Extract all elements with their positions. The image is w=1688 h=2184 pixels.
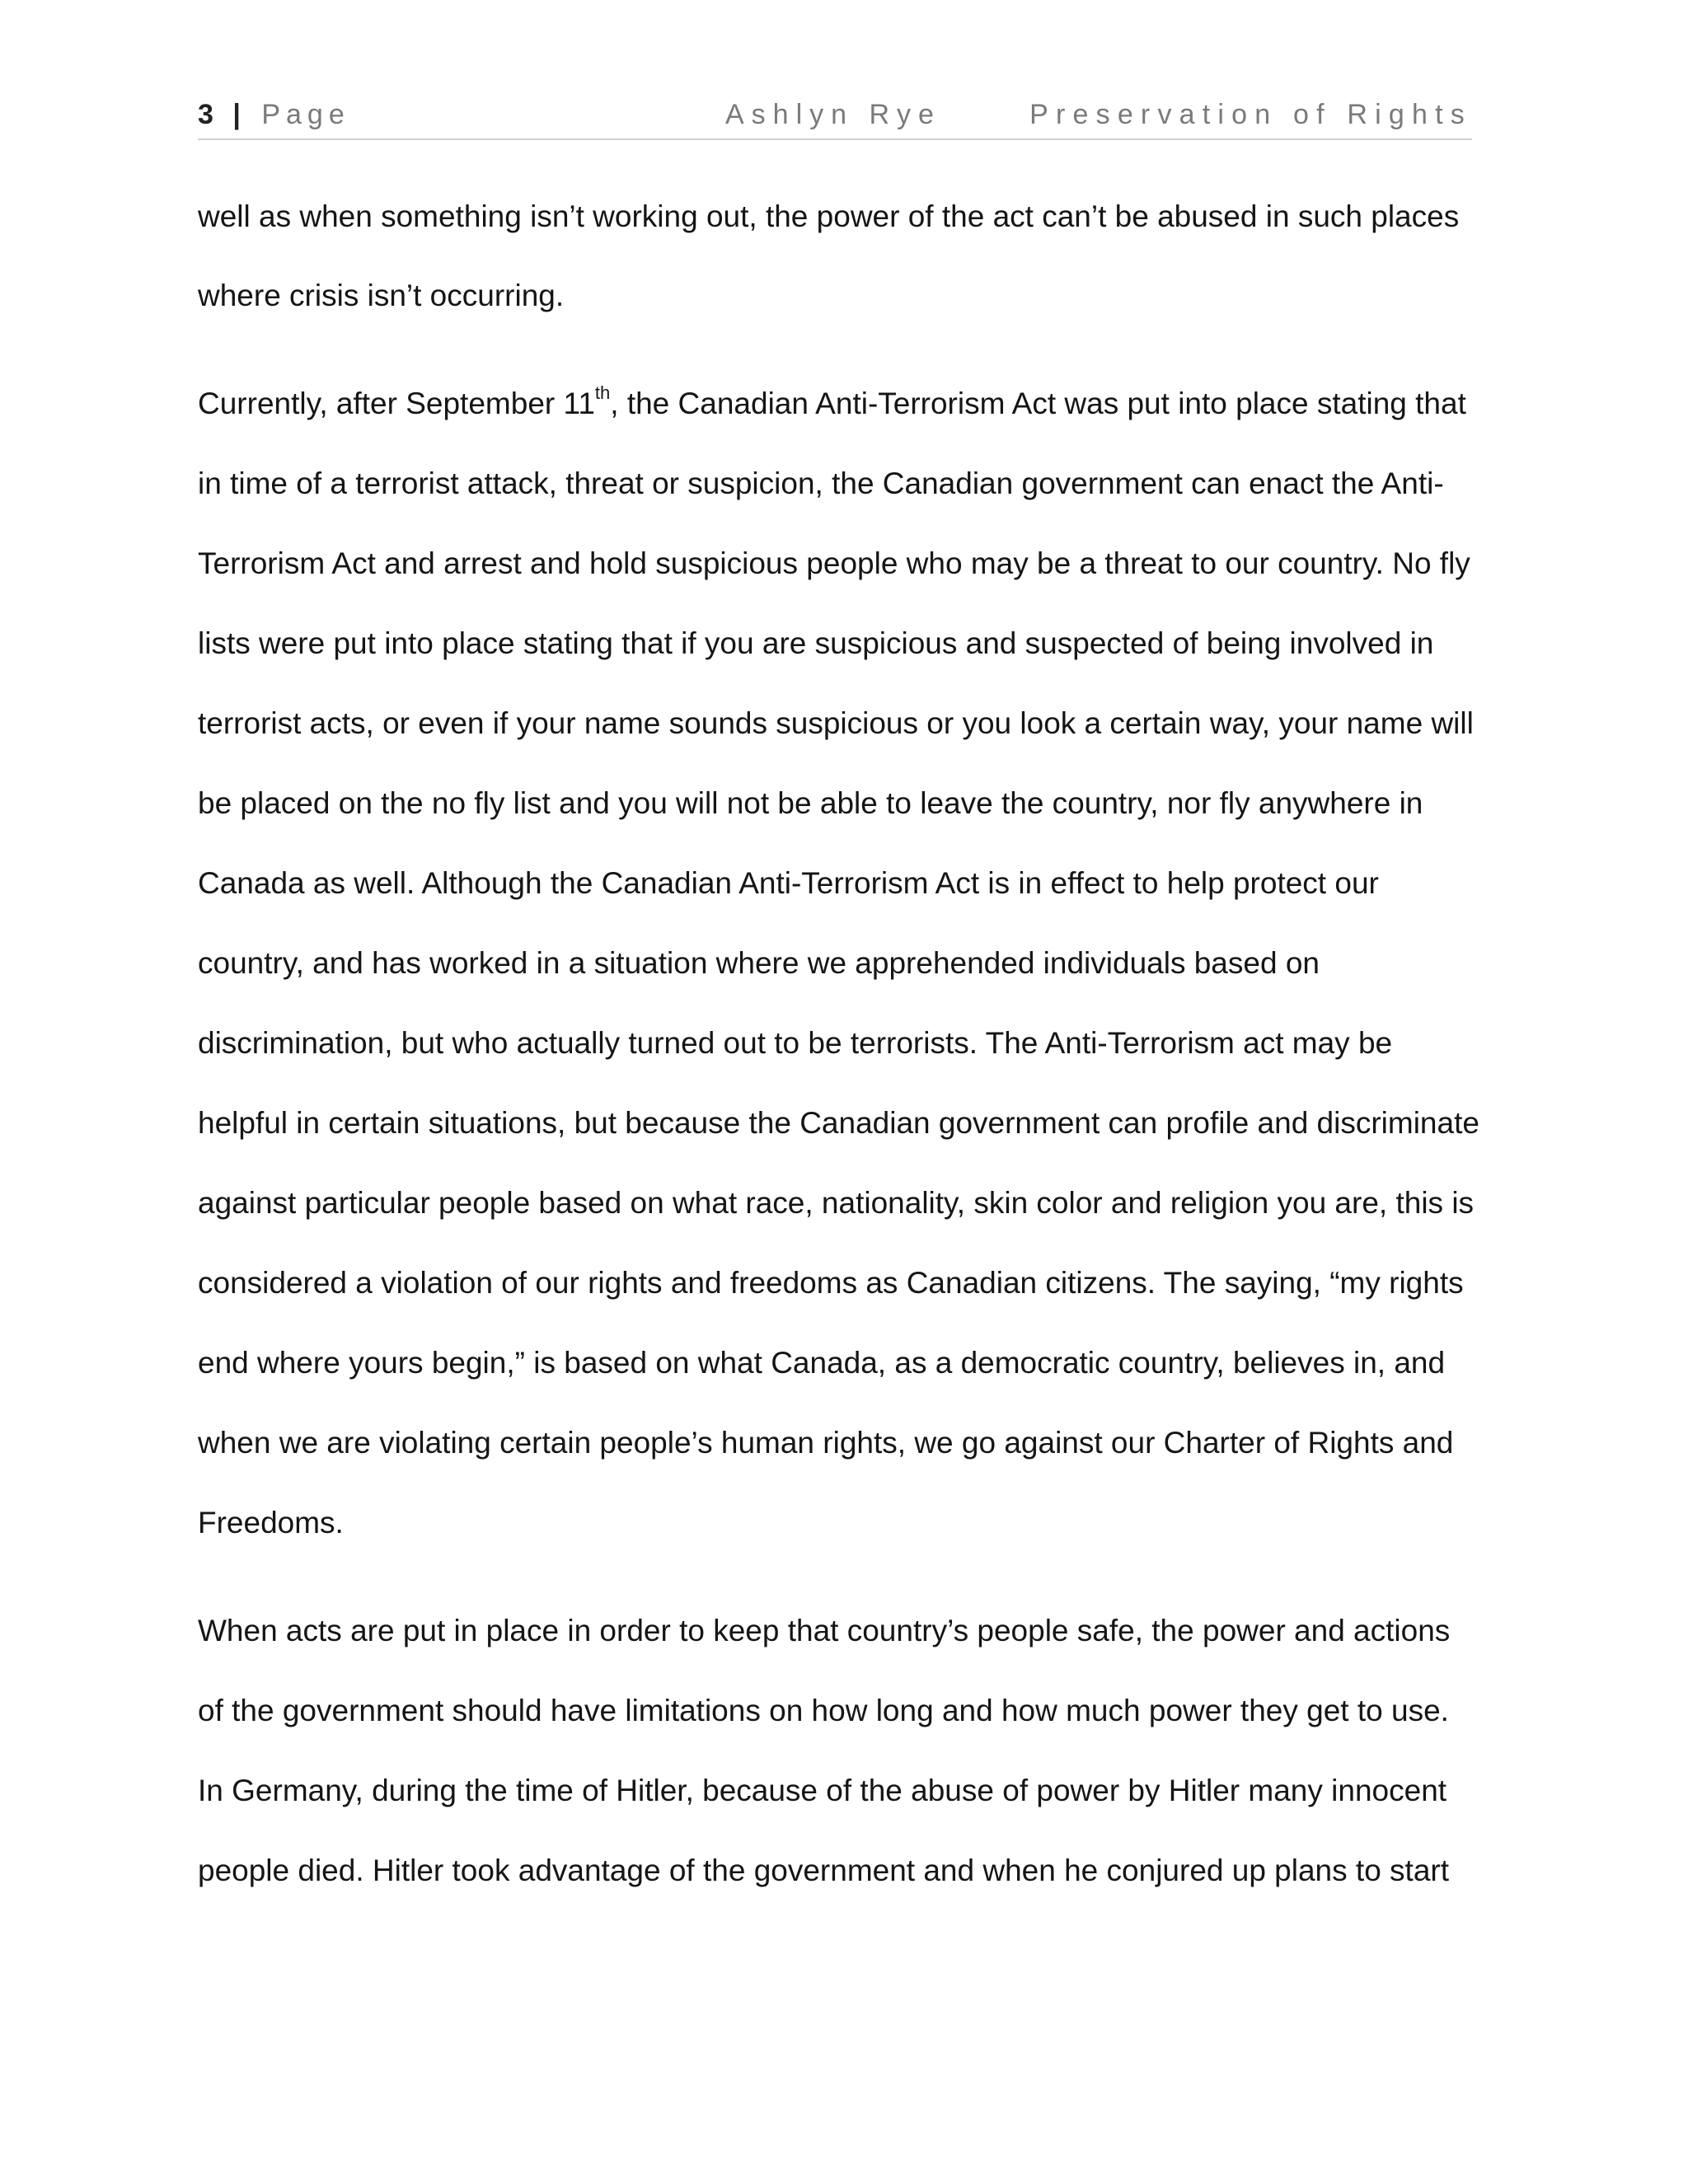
header-separator: | [232, 99, 246, 130]
page-header [198, 99, 1472, 140]
paragraph-2-line-1 [198, 382, 1466, 421]
page-number-label [198, 99, 350, 131]
paragraph-2-line-2: in time of a terrorist attack, threat or suspicion, the Canadian government can enact the Anti- [198, 466, 1444, 500]
paragraph-2-line-1-text-a: Currently, after September 11 [198, 387, 595, 420]
paragraph-1-line-1: well as when something isn’t working out, the power of the act can’t be abused in such places [198, 199, 1460, 233]
paragraph-2-line-11: against particular people based on what race, nationality, skin color and religion you are, this is [198, 1186, 1475, 1220]
paragraph-2-line-8: country, and has worked in a situation where we apprehended individuals based on [198, 946, 1320, 980]
page-number: 3 [198, 99, 219, 130]
paragraph-2-line-9: discrimination, but who actually turned out to be terrorists. The Anti-Terrorism act may be [198, 1026, 1393, 1060]
paragraph-2-line-6: be placed on the no fly list and you will not be able to leave the country, nor fly anywhere in [198, 786, 1423, 820]
paragraph-3-line-4: people died. Hitler took advantage of the government and when he conjured up plans to start [198, 1854, 1450, 1887]
paragraph-3-line-2: of the government should have limitations on how long and how much power they get to use. [198, 1694, 1449, 1727]
page-word: Page [261, 99, 350, 130]
paragraph-2-line-3: Terrorism Act and arrest and hold suspicious people who may be a threat to our country. No fly [198, 546, 1470, 580]
ordinal-superscript: th [594, 382, 611, 403]
paragraph-3-line-3: In Germany, during the time of Hitler, because of the abuse of power by Hitler many innocent [198, 1774, 1447, 1807]
header-document-title: Preservation of Rights [1029, 99, 1472, 130]
header-author: Ashlyn Rye [725, 99, 941, 130]
paragraph-2-line-10: helpful in certain situations, but because the Canadian government can profile and discriminate [198, 1106, 1479, 1140]
paragraph-2-line-12: considered a violation of our rights and freedoms as Canadian citizens. The saying, “my rights [198, 1266, 1464, 1300]
paragraph-2-line-14: when we are violating certain people’s human rights, we go against our Charter of Rights and [198, 1426, 1454, 1460]
paragraph-2-line-15: Freedoms. [198, 1506, 344, 1540]
paragraph-2-line-1-text-b: , the Canadian Anti-Terrorism Act was put into place stating that [610, 387, 1466, 420]
paragraph-2-line-13: end where yours begin,” is based on what Canada, as a democratic country, believes in, and [198, 1346, 1446, 1380]
paragraph-2-line-4: lists were put into place stating that if you are suspicious and suspected of being involved in [198, 626, 1434, 660]
paragraph-3-line-1: When acts are put in place in order to keep that country’s people safe, the power and actions [198, 1614, 1451, 1647]
paragraph-1-line-2: where crisis isn’t occurring. [198, 279, 565, 312]
paragraph-2-line-5: terrorist acts, or even if your name sounds suspicious or you look a certain way, your name will [198, 706, 1474, 740]
paragraph-2-line-7: Canada as well. Although the Canadian Anti-Terrorism Act is in effect to help protect our [198, 866, 1379, 900]
